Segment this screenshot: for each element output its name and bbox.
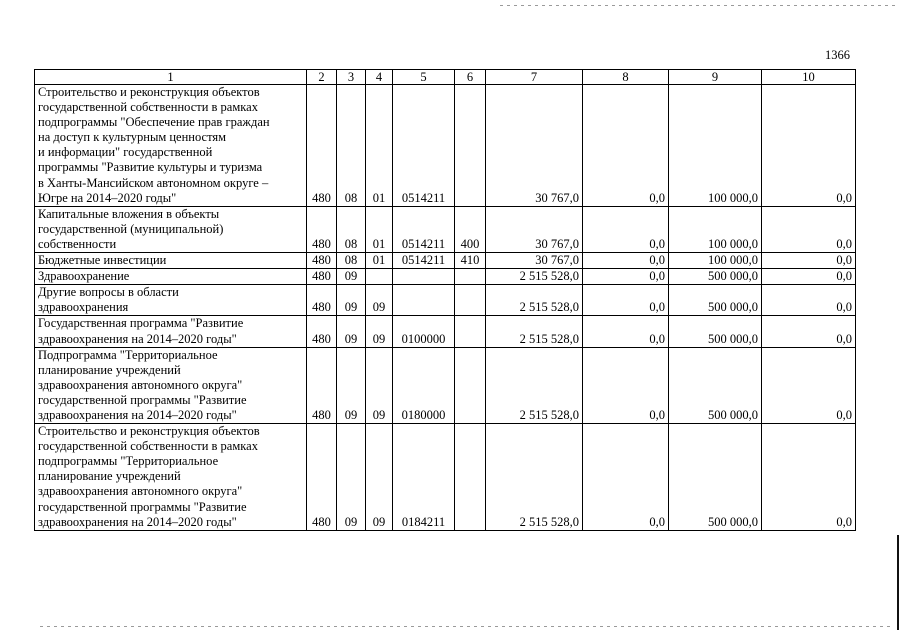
column-header: 5 [393,70,455,85]
cell-amount-col8: 0,0 [583,253,669,269]
cell-name: Бюджетные инвестиции [35,253,307,269]
scan-artifact-right-edge [897,535,899,630]
cell-subsection: 01 [366,206,393,252]
cell-amount-col10: 0,0 [762,316,856,347]
cell-name: Капитальные вложения в объекты государственной (муниципальной) собственности [35,206,307,252]
cell-section: 09 [337,285,366,316]
cell-amount-col10: 0,0 [762,424,856,531]
table-row [35,85,856,207]
cell-subsection [366,269,393,285]
table-row [35,347,856,423]
cell-name: Подпрограмма "Территориальное планирование учреждений здравоохранения автономного округа" государственной программы "Развитие здравоохранения на 2014–2020 годы" [35,347,307,423]
cell-subsection: 09 [366,424,393,531]
column-header: 10 [762,70,856,85]
cell-admin-code: 480 [307,316,337,347]
cell-amount-col9: 100 000,0 [669,85,762,207]
cell-subsection: 01 [366,253,393,269]
cell-amount-col9: 500 000,0 [669,285,762,316]
cell-amount-col10: 0,0 [762,85,856,207]
cell-admin-code: 480 [307,85,337,207]
cell-name: Строительство и реконструкция объектов государственной собственности в рамках подпрограммы "Территориальное планирование учреждений здравоохранения автономного округа" государственной программы "Развитие здравоохранения на 2014–2020 годы" [35,424,307,531]
cell-amount-col7: 2 515 528,0 [486,285,583,316]
cell-admin-code: 480 [307,347,337,423]
cell-subsection: 09 [366,316,393,347]
cell-expense-type: 410 [455,253,486,269]
column-header: 6 [455,70,486,85]
cell-target-item: 0184211 [393,424,455,531]
column-header: 9 [669,70,762,85]
table-row [35,269,856,285]
column-header: 3 [337,70,366,85]
cell-target-item: 0514211 [393,85,455,207]
column-header: 2 [307,70,337,85]
cell-subsection: 01 [366,85,393,207]
scan-artifact-bottom [40,626,890,627]
cell-amount-col10: 0,0 [762,269,856,285]
cell-expense-type [455,285,486,316]
cell-admin-code: 480 [307,285,337,316]
cell-amount-col8: 0,0 [583,316,669,347]
budget-table [34,69,856,531]
cell-amount-col7: 2 515 528,0 [486,316,583,347]
cell-target-item [393,285,455,316]
cell-target-item: 0180000 [393,347,455,423]
scan-artifact-top [500,5,895,6]
cell-amount-col7: 30 767,0 [486,253,583,269]
cell-amount-col7: 2 515 528,0 [486,347,583,423]
cell-section: 08 [337,253,366,269]
cell-expense-type [455,85,486,207]
cell-amount-col7: 30 767,0 [486,85,583,207]
cell-admin-code: 480 [307,206,337,252]
page-number: 1366 [825,48,850,62]
cell-expense-type [455,316,486,347]
cell-section: 09 [337,316,366,347]
column-header: 8 [583,70,669,85]
cell-name: Другие вопросы в области здравоохранения [35,285,307,316]
table-row [35,316,856,347]
cell-admin-code: 480 [307,424,337,531]
cell-amount-col8: 0,0 [583,347,669,423]
cell-amount-col9: 500 000,0 [669,424,762,531]
cell-amount-col9: 500 000,0 [669,316,762,347]
cell-amount-col10: 0,0 [762,285,856,316]
cell-section: 09 [337,424,366,531]
cell-subsection: 09 [366,347,393,423]
cell-target-item: 0514211 [393,206,455,252]
cell-expense-type [455,269,486,285]
table-row [35,424,856,531]
cell-amount-col9: 500 000,0 [669,269,762,285]
column-header: 4 [366,70,393,85]
cell-expense-type [455,347,486,423]
cell-amount-col7: 30 767,0 [486,206,583,252]
cell-amount-col10: 0,0 [762,206,856,252]
cell-name: Строительство и реконструкция объектов государственной собственности в рамках подпрограммы "Обеспечение прав граждан на доступ к культурным ценностям и информации" государственной программы "Развитие культуры и туризма в Ханты-Мансийском автономном округе – Югре на 2014–2020 годы" [35,85,307,207]
table-row [35,206,856,252]
column-header: 7 [486,70,583,85]
cell-amount-col9: 100 000,0 [669,253,762,269]
cell-amount-col7: 2 515 528,0 [486,269,583,285]
table-row [35,285,856,316]
cell-section: 08 [337,85,366,207]
cell-amount-col9: 100 000,0 [669,206,762,252]
column-header: 1 [35,70,307,85]
cell-subsection: 09 [366,285,393,316]
cell-amount-col10: 0,0 [762,253,856,269]
cell-name: Государственная программа "Развитие здравоохранения на 2014–2020 годы" [35,316,307,347]
cell-amount-col8: 0,0 [583,206,669,252]
cell-expense-type [455,424,486,531]
header-row [35,70,856,85]
cell-amount-col10: 0,0 [762,347,856,423]
cell-target-item [393,269,455,285]
cell-section: 09 [337,269,366,285]
cell-amount-col8: 0,0 [583,269,669,285]
cell-admin-code: 480 [307,269,337,285]
cell-amount-col8: 0,0 [583,424,669,531]
cell-section: 09 [337,347,366,423]
cell-expense-type: 400 [455,206,486,252]
cell-target-item: 0514211 [393,253,455,269]
cell-name: Здравоохранение [35,269,307,285]
cell-target-item: 0100000 [393,316,455,347]
cell-amount-col8: 0,0 [583,85,669,207]
table-row [35,253,856,269]
cell-amount-col7: 2 515 528,0 [486,424,583,531]
cell-amount-col9: 500 000,0 [669,347,762,423]
cell-section: 08 [337,206,366,252]
cell-amount-col8: 0,0 [583,285,669,316]
cell-admin-code: 480 [307,253,337,269]
